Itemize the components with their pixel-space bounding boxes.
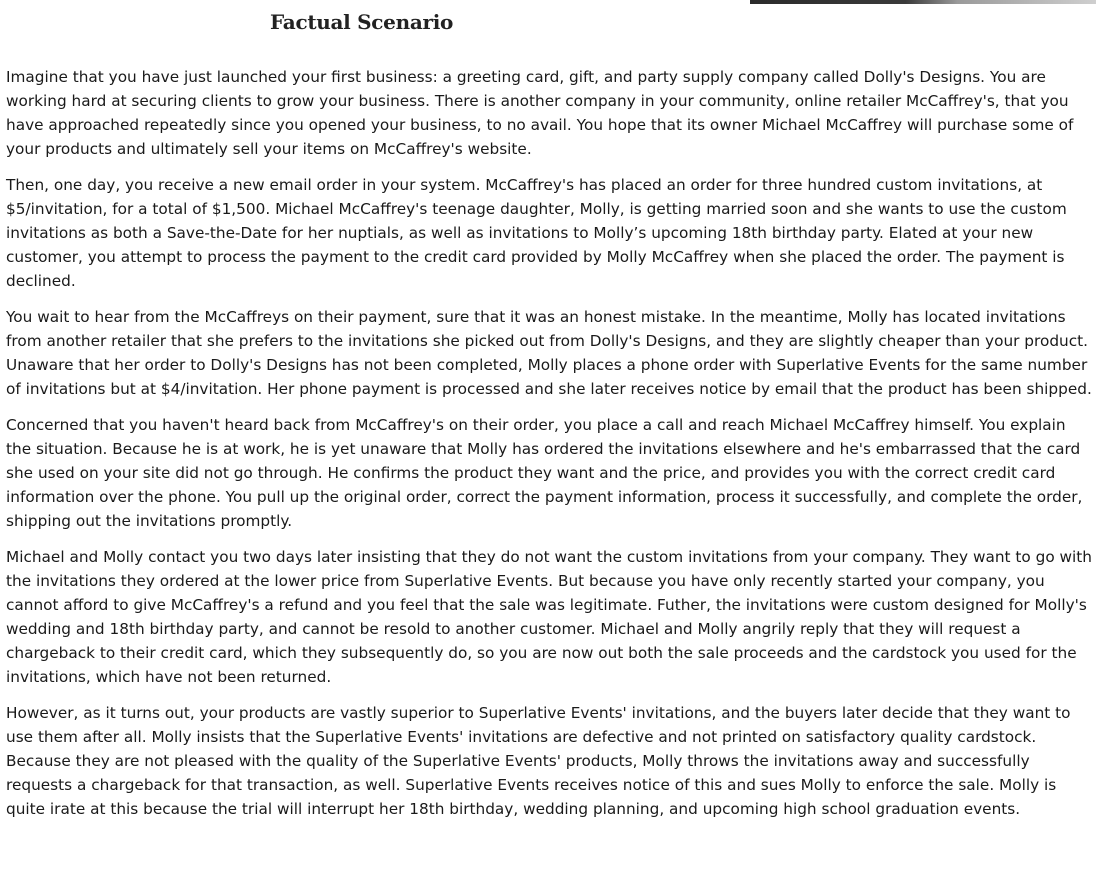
page-title: Factual Scenario: [270, 10, 454, 34]
scenario-paragraph-4: Concerned that you haven't heard back from McCaffrey's on their order, you place a call and reach Michael McCaffrey himself. You explain the situation. Because he is at work, he is yet unaware that Molly has ordered the invitations elsewhere and he's embarrassed that the card she used on your site did not go through. He confirms the product they want and the price, and provides you with the correct credit card information over the phone. You pull up the original order, correct the payment information, process it successfully, and complete the order, shipping out the invitations promptly.: [6, 416, 1083, 530]
scenario-paragraph-1: Imagine that you have just launched your first business: a greeting card, gift, and party supply company called Dolly's Designs. You are working hard at securing clients to grow your business. There is another company in your community, online retailer McCaffrey's, that you have approached repeatedly since you opened your business, to no avail. You hope that its owner Michael McCaffrey will purchase some of your products and ultimately sell your items on McCaffrey's website.: [6, 68, 1074, 158]
top-image-edge: [750, 0, 1096, 4]
scenario-paragraph-2: Then, one day, you receive a new email order in your system. McCaffrey's has placed an order for three hundred custom invitations, at $5/invitation, for a total of $1,500. Michael McCaffrey's teenage daughter, Molly, is getting married soon and she wants to use the custom invitations as both a Save-the-Date for her nuptials, as well as invitations to Molly’s upcoming 18th birthday party. Elated at your new customer, you attempt to process the payment to the credit card provided by Molly McCaffrey when she placed the order. The payment is declined.: [6, 176, 1067, 290]
scenario-paragraph-5: Michael and Molly contact you two days later insisting that they do not want the custom invitations from your company. They want to go with the invitations they ordered at the lower price from Superlative Events. But because you have only recently started your company, you cannot afford to give McCaffrey's a refund and you feel that the sale was legitimate. Futher, the invitations were custom designed for Molly's wedding and 18th birthday party, and cannot be resold to another customer. Michael and Molly angrily reply that they will request a chargeback to their credit card, which they subsequently do, so you are now out both the sale proceeds and the cardstock you used for the invitations, which have not been returned.: [6, 548, 1092, 686]
scenario-body: [6, 65, 1092, 833]
scenario-paragraph-3: You wait to hear from the McCaffreys on their payment, sure that it was an honest mistake. In the meantime, Molly has located invitations from another retailer that she prefers to the invitations she picked out from Dolly's Designs, and they are slightly cheaper than your product. Unaware that her order to Dolly's Designs has not been completed, Molly places a phone order with Superlative Events for the same number of invitations but at $4/invitation. Her phone payment is processed and she later receives notice by email that the product has been shipped.: [6, 308, 1092, 398]
scenario-paragraph-6: However, as it turns out, your products are vastly superior to Superlative Events' invitations, and the buyers later decide that they want to use them after all. Molly insists that the Superlative Events' invitations are defective and not printed on satisfactory quality cardstock. Because they are not pleased with the quality of the Superlative Events' products, Molly throws the invitations away and successfully requests a chargeback for that transaction, as well. Superlative Events receives notice of this and sues Molly to enforce the sale. Molly is quite irate at this because the trial will interrupt her 18th birthday, wedding planning, and upcoming high school graduation events.: [6, 704, 1071, 818]
